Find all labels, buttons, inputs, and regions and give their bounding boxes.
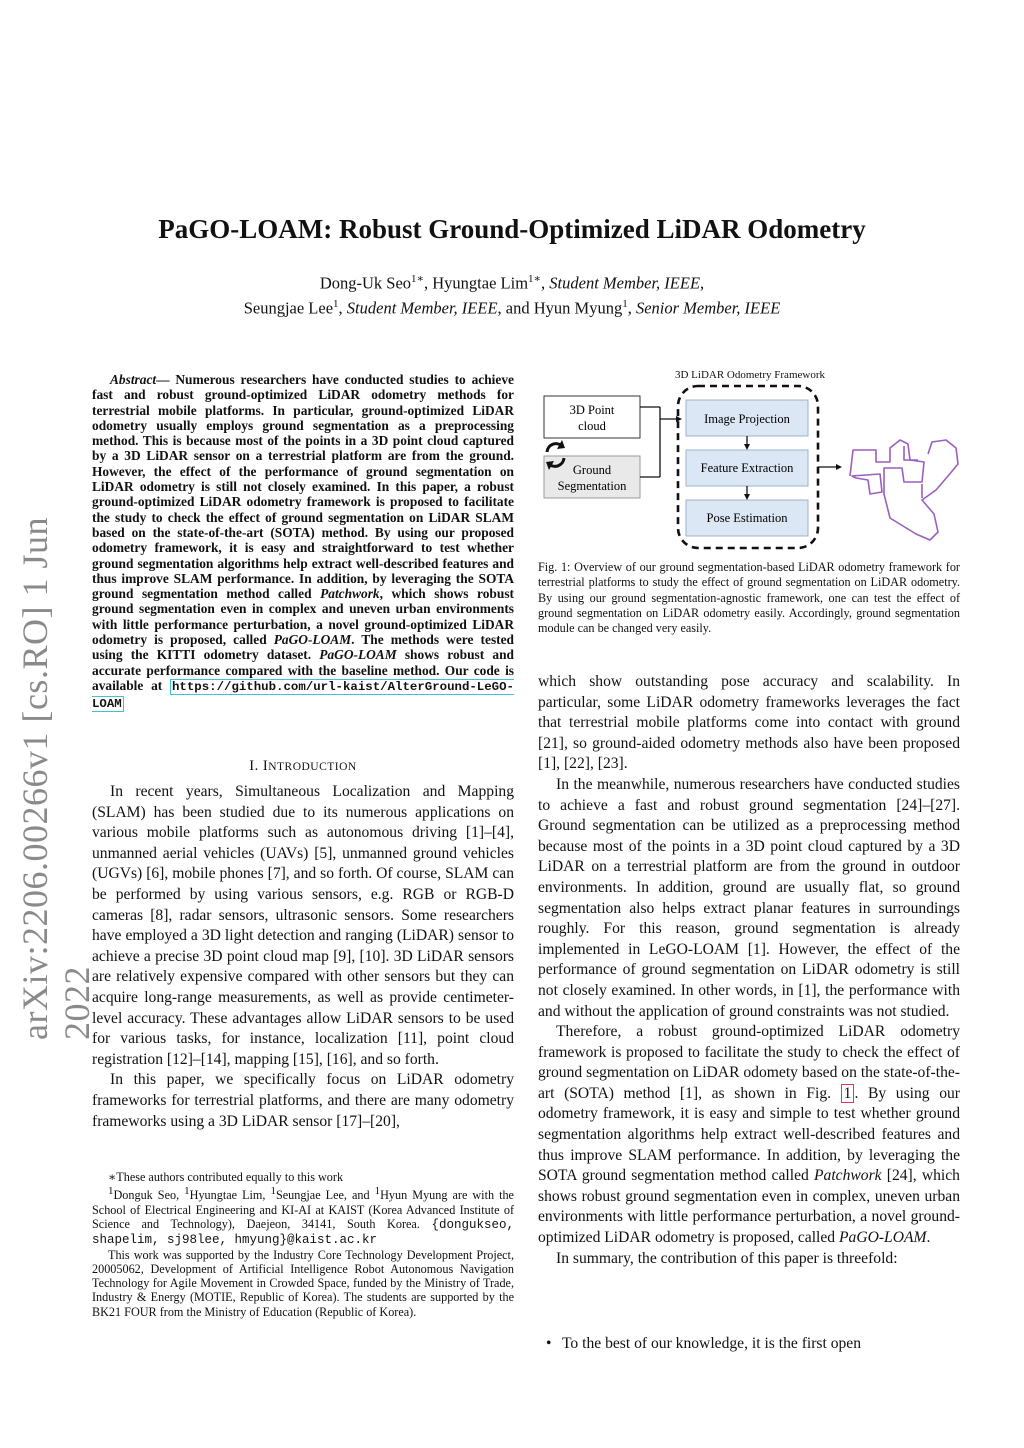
pose-estimation-label: Pose Estimation: [706, 511, 788, 525]
image-projection-label: Image Projection: [704, 412, 790, 426]
figure-1-reference-link[interactable]: 1: [841, 1084, 855, 1103]
point-cloud-label-2: cloud: [578, 419, 606, 433]
abstract: Abstract— Numerous researchers have conducted studies to achieve fast and robust ground-optimized LiDAR odometry methods for terrestrial mobile platforms. In particular, ground-optimized LiDAR odometry usually employs ground segmentation as a preprocessing method. This is because most of the points in a 3D point cloud captured by a 3D LiDAR sensor on a terrestrial platform are from the ground. However, the effect of the performance of ground segmentation on LiDAR odometry is still not closely examined. In this paper, a robust ground-optimized LiDAR odometry framework is proposed to facilitate the study to check the effect of ground segmentation on LiDAR SLAM based on the state-of-the-art (SOTA) method. By using our proposed odometry framework, it is easy and straightforward to test whether ground segmentation algorithms help extract well-described features and thus improve SLAM performance. In addition, by leveraging the SOTA ground segmentation method called Patchwork, which shows robust ground segmentation even in complex and uneven urban environments with little performance perturbation, a novel ground-optimized LiDAR odometry is proposed, called PaGO-LOAM. The methods were tested using the KITTI odometry dataset. PaGO-LOAM shows robust and accurate performance compared with the baseline method. Our code is available at https://github.com/url-kaist/AlterGround-LeGO-LOAM: [92, 372, 514, 712]
author-line-2: Seungjae Lee$^1$, Student Member, IEEE, and Hyun Myung$^1$, Senior Member, IEEE: [243, 298, 781, 318]
footnote-equal-contribution: ∗These authors contributed equally to this work: [108, 1170, 344, 1184]
footnote-funding: This work was supported by the Industry Core Technology Development Project, 20005062, Development of Artificial Intelligence Robot Autonomous Navigation Technology for Agile Movement in Crowded Space, funded by the Ministry of Trade, Industry & Energy (MOTIE, Republic of Korea). The students are supported by the BK21 FOUR from the Ministry of Education (Republic of Korea).: [92, 1247, 514, 1319]
point-cloud-label-1: 3D Point: [569, 403, 615, 417]
intro-text: [92, 782, 514, 1132]
right-paragraph-1: which show outstanding pose accuracy and scalability. In particular, some LiDAR odometry frameworks leverages the fact that terrestrial mobile platforms come into contact with ground [21], so ground-aided odometry methods also have been proposed [1], [22], [23].: [538, 673, 960, 773]
section-heading-introduction: I. INTRODUCTION: [249, 758, 357, 774]
arxiv-stamp: arXiv:2206.00266v1 [cs.RO] 1 Jun 2022: [15, 517, 97, 1040]
feature-extraction-label: Feature Extraction: [700, 461, 794, 475]
author-emails: {dongukseo, shapelim, sj98lee, hmyung}@kaist.ac.kr: [92, 1217, 514, 1248]
ground-seg-label-1: Ground: [572, 463, 612, 477]
footnotes: [92, 1170, 514, 1319]
trajectory-plot: [850, 440, 958, 540]
intro-paragraph-2: In this paper, we specifically focus on LiDAR odometry frameworks for terrestrial platforms, and there are many odometry frameworks using a 3D LiDAR sensor [17]–[20],: [92, 1071, 514, 1130]
intro-paragraph-1: In recent years, Simultaneous Localization and Mapping (SLAM) has been studied due to its numerous applications on various mobile platforms such as autonomous driving [1]–[4], unmanned aerial vehicles (UAVs) [5], unmanned ground vehicles (UGVs) [6], mobile phones [7], and so forth. Of course, SLAM can be performed by using various sensors, e.g. RGB or RGB-D cameras [8], radar sensors, ultrasonic sensors. Some researchers have employed a 3D light detection and ranging (LiDAR) sensor to achieve a precise 3D point cloud map [9], [10]. 3D LiDAR sensors are relatively expensive compared with other sensors but they can acquire long-range measurements, as well as provide centimeter-level accuracy. These advantages allow LiDAR sensors to be used for various tasks, for instance, localization [11], point cloud registration [12]–[14], mapping [15], [16], and so forth.: [92, 783, 514, 1068]
figure-1-diagram: [538, 364, 962, 554]
right-paragraph-4: In summary, the contribution of this paper is threefold:: [556, 1249, 898, 1267]
footnote-affiliations: $^1$Donguk Seo, $^1$Hyungtae Lim, $^1$Seungjae Lee, and $^1$Hyun Myung are with the School of Electrical Engineering and KI-AI at KAIST (Korea Advanced Institute of Science and Technology), Daejeon, 34141, South Korea. {dongukseo, shapelim, sj98lee, hmyung}@kaist.ac.kr: [92, 1185, 514, 1248]
author-line-1: Dong-Uk Seo$^{1∗}$, Hyungtae Lim$^{1∗}$, Student Member, IEEE,: [319, 273, 705, 293]
paper-title: PaGO-LOAM: Robust Ground-Optimized LiDAR Odometry: [158, 214, 866, 244]
framework-label: 3D LiDAR Odometry Framework: [674, 369, 826, 381]
figure-1-caption: Fig. 1: Overview of our ground segmentation-based LiDAR odometry framework for terrestrial platforms to study the effect of ground segmentation on LiDAR odometry. By using our ground segmentation-agnostic framework, one can test the effect of ground segmentation on LiDAR odometry easily. Accordingly, ground segmentation module can be changed very easily.: [538, 560, 960, 636]
code-url-link[interactable]: https://github.com/url-kaist/AlterGround-LeGO-LOAM: [92, 679, 514, 712]
right-paragraph-2: In the meanwhile, numerous researchers have conducted studies to achieve a fast and robust ground segmentation [24]–[27]. Ground segmentation can be utilized as a preprocessing method because most of the points in a 3D point cloud captured by a 3D LiDAR on a terrestrial platform are from the ground in outdoor environments. In addition, ground are usually flat, so ground segmentation also helps extract planar features in surroundings roughly. For this reason, ground segmentation is already implemented in LeGO-LOAM [1]. However, the effect of the performance of ground segmentation on LiDAR odometry is still not closely examined. In other words, in [1], the performance with and without the application of ground constraints was not studied.: [538, 775, 960, 1020]
bullet-icon: •: [546, 1335, 552, 1352]
contribution-bullet-1: • To the best of our knowledge, it is the first open: [538, 1334, 960, 1355]
ground-seg-label-2: Segmentation: [557, 479, 627, 493]
right-paragraph-3: Therefore, a robust ground-optimized LiDAR odometry framework is proposed to facilitate the study to check the effect of ground segmentation on LiDAR odomety based on the state-of-the-art (SOTA) method [1], as shown in Fig. 1 . By using our odometry framework, it is easy and simple to test whether ground segmentation algorithms help extract well-described features and thus improve SLAM performance. In addition, by leveraging the SOTA ground segmentation method called Patchwork [24], which shows robust ground segmentation even in complex, uneven urban environments with little performance perturbation, a novel ground-optimized LiDAR odometry is proposed, called PaGO-LOAM.: [538, 1023, 961, 1247]
abstract-label: Abstract: [110, 372, 157, 387]
right-column-text: [538, 672, 960, 1269]
